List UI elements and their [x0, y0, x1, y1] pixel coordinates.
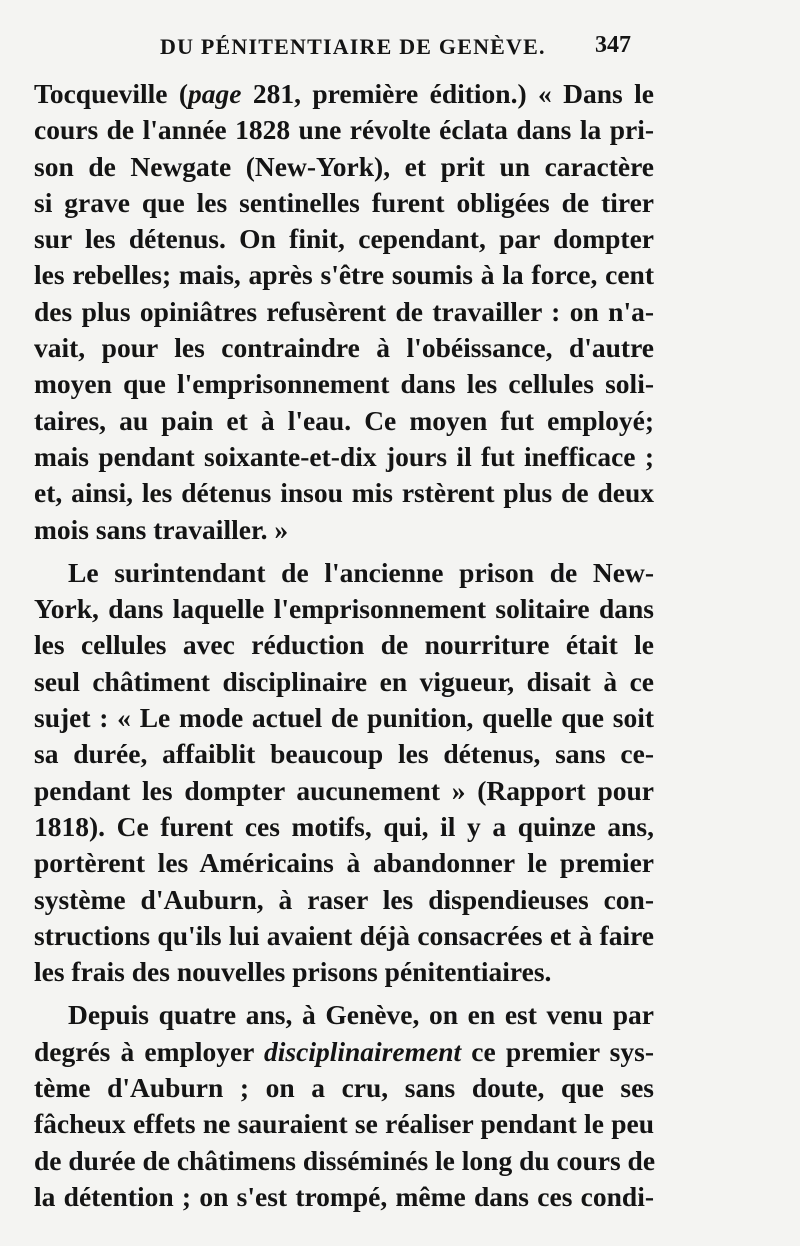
text-line: fâcheux effets ne sauraient se réaliser pendant le peu	[34, 1108, 654, 1140]
text-line: taires, au pain et à l'eau. Ce moyen fut employé;	[34, 404, 654, 436]
text-line: sur les détenus. On finit, cependant, par dompter	[34, 223, 654, 255]
text-line: sujet : « Le mode actuel de punition, quelle que soit	[34, 702, 654, 734]
text-line: la détention ; on s'est trompé, même dans ces condi-	[34, 1180, 654, 1212]
text-line: vait, pour les contraindre à l'obéissance, d'autre	[34, 332, 654, 364]
text-line: les rebelles; mais, après s'être soumis à la force, cent	[34, 259, 654, 291]
body-text	[34, 76, 654, 1215]
text-line: mais pendant soixante-et-dix jours il fut inefficace ;	[34, 440, 654, 472]
text-line: des plus opiniâtres refusèrent de travailler : on n'a-	[34, 295, 654, 327]
text-line: Tocqueville (page 281, première édition.) « Dans le	[34, 78, 654, 109]
page-number: 347	[595, 32, 631, 58]
paragraph-1	[34, 76, 654, 548]
text-line: les cellules avec réduction de nourriture était le	[34, 629, 654, 661]
page-header	[0, 30, 800, 66]
text-line: et, ainsi, les détenus insou mis rstèrent plus de deux	[34, 477, 654, 509]
text-line: pendant les dompter aucunement » (Rapport pour	[34, 774, 654, 806]
paragraph-gap	[34, 548, 654, 555]
text-line: système d'Auburn, à raser les dispendieuses con-	[34, 883, 654, 915]
text-line: Depuis quatre ans, à Genève, on en est venu par	[68, 999, 654, 1031]
text-line: degrés à employer disciplinairement ce premier sys-	[34, 1035, 654, 1067]
text-line: cours de l'année 1828 une révolte éclata dans la pri-	[34, 114, 654, 146]
text-line: York, dans laquelle l'emprisonnement solitaire dans	[34, 593, 654, 625]
italic-word: disciplinairement	[264, 1035, 462, 1067]
text-line: Le surintendant de l'ancienne prison de New-	[68, 556, 654, 588]
paragraph-3	[34, 997, 654, 1215]
italic-word: page	[188, 78, 242, 109]
text-line: sa durée, affaiblit beaucoup les détenus, sans ce-	[34, 738, 654, 770]
text-line: son de Newgate (New-York), et prit un caractère	[34, 150, 654, 182]
paragraph-2	[34, 555, 654, 991]
text-line: les frais des nouvelles prisons pénitentiaires.	[34, 956, 552, 988]
text-line: moyen que l'emprisonnement dans les cellules soli-	[34, 368, 654, 400]
running-head: DU PÉNITENTIAIRE DE GENÈVE.	[160, 34, 546, 59]
paragraph-gap	[34, 990, 654, 997]
text-line: mois sans travailler. »	[34, 513, 289, 545]
text-line: 1818). Ce furent ces motifs, qui, il y a quinze ans,	[34, 810, 654, 842]
text-line: si grave que les sentinelles furent obligées de tirer	[34, 186, 654, 218]
text-line: de durée de châtimens disséminés le long du cours de	[34, 1144, 656, 1176]
text-line: seul châtiment disciplinaire en vigueur, disait à ce	[34, 665, 654, 697]
text-line: tème d'Auburn ; on a cru, sans doute, que ses	[34, 1072, 654, 1104]
text-line: portèrent les Américains à abandonner le premier	[34, 847, 654, 879]
text-line: structions qu'ils lui avaient déjà consacrées et à faire	[34, 919, 654, 951]
